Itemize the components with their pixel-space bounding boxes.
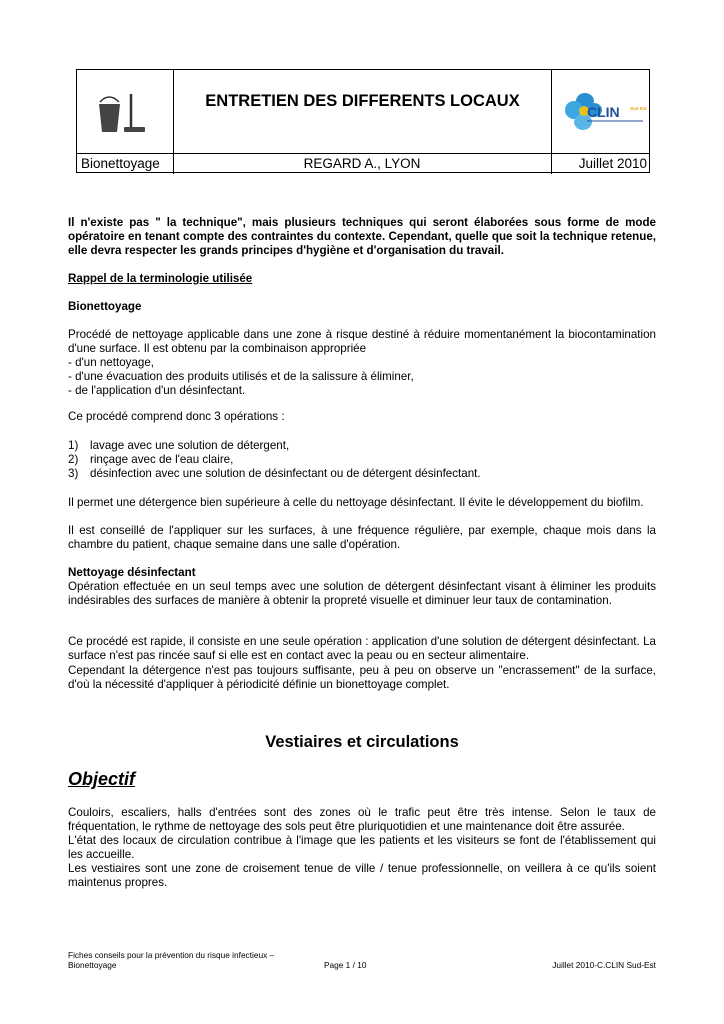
header-date: Juillet 2010: [578, 156, 647, 171]
bionettoyage-heading: Bionettoyage: [68, 300, 142, 313]
section-title: Vestiaires et circulations: [265, 733, 459, 751]
header-table: [76, 69, 650, 173]
nettoyage-heading: Nettoyage désinfectant: [68, 566, 196, 579]
logo-text: CLIN: [587, 104, 620, 120]
bionettoyage-para1: Il permet une détergence bien supérieure à celle du nettoyage désinfectant. Il évite le développement du biofilm.: [68, 496, 644, 509]
list-item: 1) lavage avec une solution de détergent,: [68, 439, 290, 452]
objectif-para2: L'état des locaux de circulation contribue à l'image que les patients et les visiteurs se font de l'établissement qui les accueille.: [68, 834, 656, 862]
list-item: 3) désinfection avec une solution de désinfectant ou de détergent désinfectant.: [68, 467, 481, 481]
header-category: Bionettoyage: [81, 156, 160, 171]
logo-region: Sud Est: [630, 106, 647, 111]
list-item: 2) rinçage avec de l'eau claire,: [68, 453, 234, 467]
footer-page: Page 1 / 10: [324, 960, 367, 970]
footer-line2: Bionettoyage: [68, 960, 117, 970]
cclin-logo: [557, 86, 647, 138]
header-author: REGARD A., LYON: [303, 156, 421, 171]
bucket-mop-icon: [97, 92, 149, 134]
bionettoyage-para2: Il est conseillé de l'appliquer sur les surfaces, à une fréquence régulière, par exemple, chaque mois dans la chambre du patient, chaque semaine dans une salle d'opération.: [68, 524, 656, 552]
list-item: - d'une évacuation des produits utilisés et de la salissure à éliminer,: [68, 370, 414, 384]
header-divider: [77, 153, 649, 154]
intro-paragraph: Il n'existe pas " la technique", mais plusieurs techniques qui seront élaborées sous forme de mode opératoire en tenant compte des contraintes du contexte. Cependant, quelle que soit la technique retenue, elle devra respecter les grands principes d'hygiène et d'organisation du travail.: [68, 216, 656, 258]
footer-left: [68, 950, 274, 970]
bionettoyage-definition: Procédé de nettoyage applicable dans une zone à risque destiné à réduire momentanément la biocontamination d'une surface. Il est obtenu par la combinaison appropriée: [68, 328, 656, 356]
footer-line1: Fiches conseils pour la prévention du risque infectieux –: [68, 950, 275, 960]
objectif-para3: Les vestiaires sont une zone de croisement tenue de ville / tenue professionnelle, on veillera à ce qu'ils soient maintenus propres.: [68, 862, 656, 890]
operations-list: [68, 439, 656, 482]
objectif-para1: Couloirs, escaliers, halls d'entrées sont des zones où le trafic peut être très intense. Selon le taux de fréquentation, le rythme de nettoyage des sols peut être pluriquotidien et une maintenance doit être assurée.: [68, 806, 656, 834]
components-list: [68, 356, 656, 399]
terminology-heading: Rappel de la terminologie utilisée: [68, 272, 253, 285]
list-item: - d'un nettoyage,: [68, 356, 155, 369]
nettoyage-para1: Ce procédé est rapide, il consiste en une seule opération : application d'une solution de détergent désinfectant. La surface n'est pas rincée sauf si elle est en contact avec la peau ou en secteur alimentaire.: [68, 635, 656, 663]
operations-intro: Ce procédé comprend donc 3 opérations :: [68, 410, 285, 423]
footer-right: Juillet 2010-C.CLIN Sud-Est: [552, 960, 656, 970]
nettoyage-para2: Cependant la détergence n'est pas toujours suffisante, peu à peu on observe un "encrassement" de la surface, d'où la nécessité d'appliquer à périodicité définie un bionettoyage complet.: [68, 664, 656, 692]
document-title: ENTRETIEN DES DIFFERENTS LOCAUX: [205, 92, 520, 110]
list-item: - de l'application d'un désinfectant.: [68, 384, 246, 398]
nettoyage-definition: Opération effectuée en un seul temps avec une solution de détergent désinfectant visant à éliminer les produits indésirables des surfaces de manière à obtenir la propreté visuelle et diminuer leur taux de contamination.: [68, 580, 656, 608]
objectif-heading: Objectif: [68, 769, 136, 789]
